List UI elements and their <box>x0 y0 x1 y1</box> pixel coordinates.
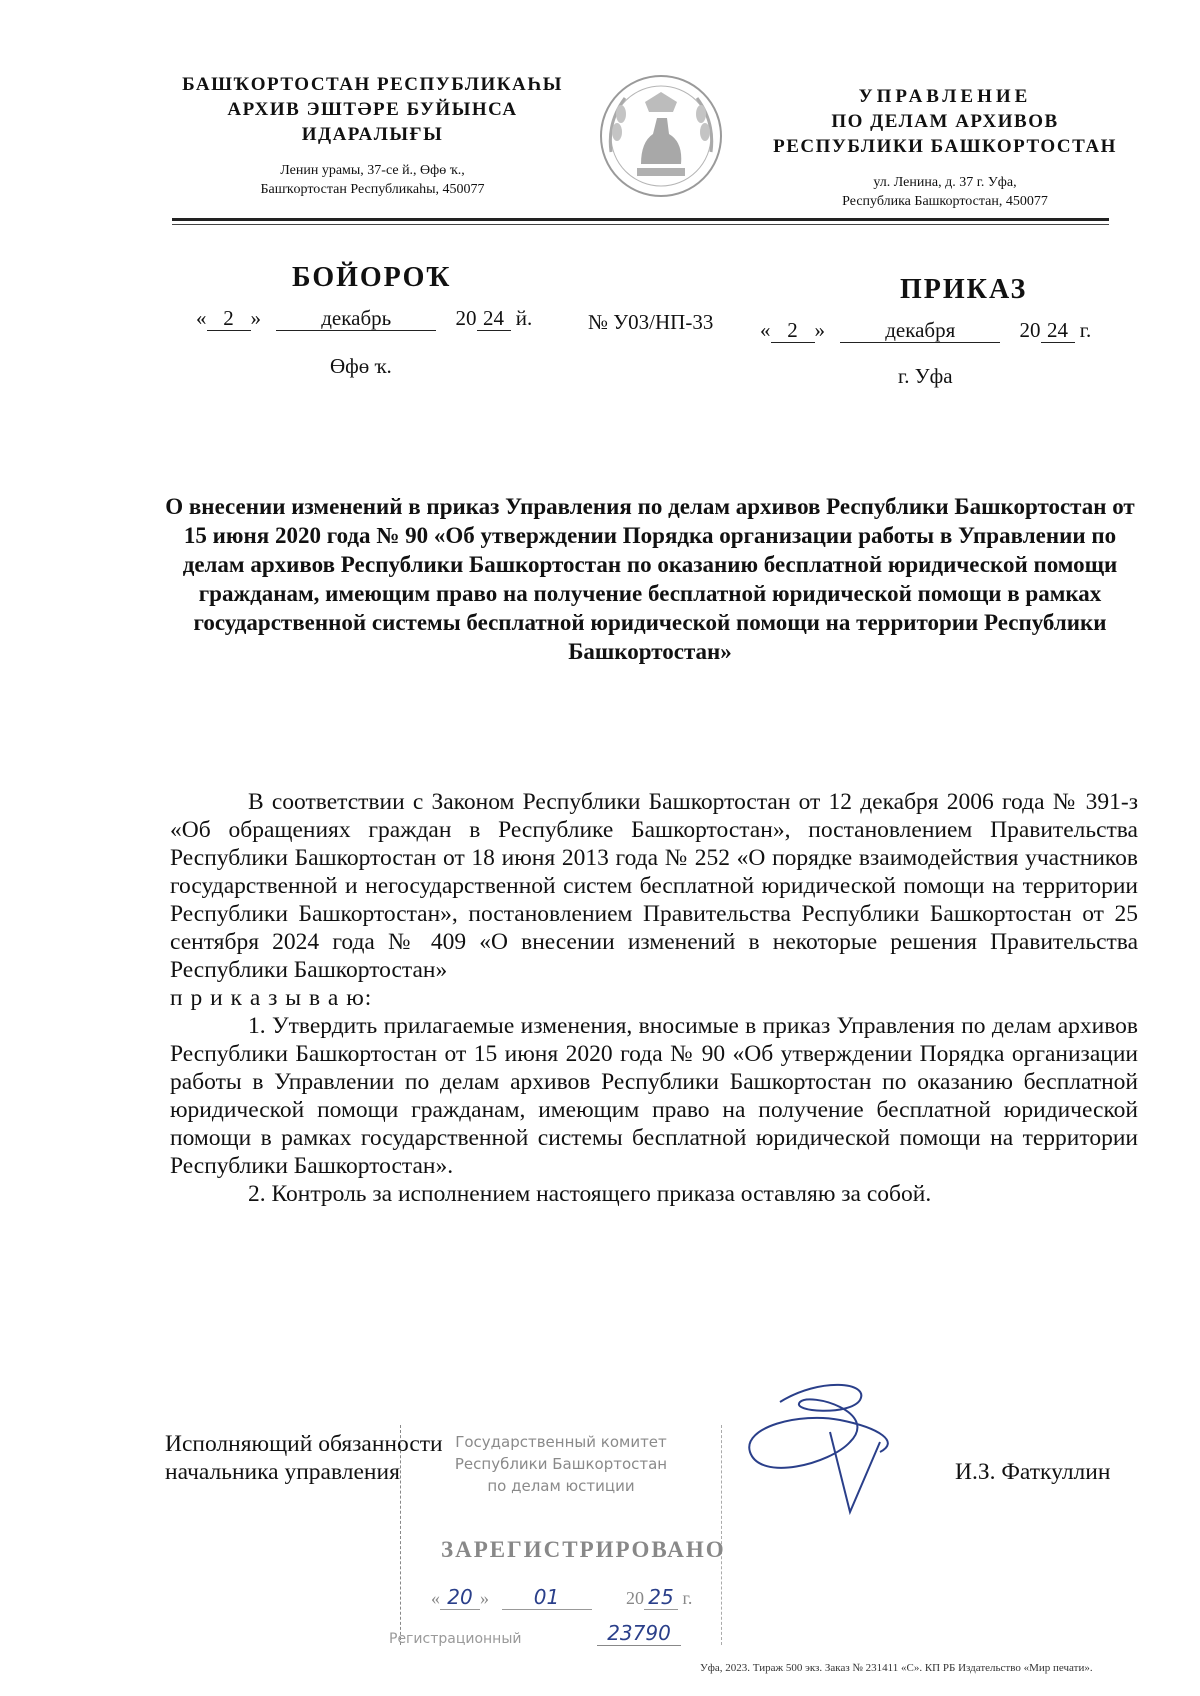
left-date-year: 24 <box>477 306 511 331</box>
left-date-year-suffix: й. <box>515 306 533 330</box>
body-order-word: п р и к а з ы в а ю: <box>170 985 373 1011</box>
coat-of-arms-emblem <box>597 72 725 200</box>
signatory-name: И.З. Фаткуллин <box>955 1459 1111 1485</box>
body-item-1: 1. Утвердить прилагаемые изменения, вносимые в приказ Управления по делам архивов Республики Башкортостан от 15 июня 2020 года № 90 «Об утверждении Порядка организации работы в Управлении по делам архивов Республики Башкортостан по оказанию бесплатной юридической помощи гражданам, имеющим право на получение бесплатной юридической помощи в рамках государственной системы бесплатной юридической помощи на территории Республики Башкортостан». <box>170 1013 1138 1179</box>
right-date-year: 24 <box>1041 318 1075 343</box>
right-date <box>760 318 1091 343</box>
stamp-date <box>431 1585 692 1610</box>
header-left-line2: АРХИВ ЭШТӘРЕ БУЙЫНСА <box>227 99 518 120</box>
stamp-date-year-prefix: 20 <box>626 1588 644 1608</box>
left-city: Өфө ҡ. <box>330 354 392 378</box>
body-paragraph-preamble: В соответствии с Законом Республики Башкортостан от 12 декабря 2006 года № 391-з «Об обращениях граждан в Республике Башкортостан», постановлением Правительства Республики Башкортостан от 18 июня 2013 года № 252 «О порядке взаимодействия участников государственной и негосударственной систем бесплатной юридической помощи на территории Республики Башкортостан», постановлением Правительства Республики Башкортостан от 25 сентября 2024 года № 409 «О внесении изменений в некоторые решения Правительства Республики Башкортостан» <box>170 789 1138 983</box>
order-number: № У03/НП-33 <box>588 310 714 334</box>
registration-stamp <box>389 1425 726 1647</box>
quote-open: « <box>431 1588 440 1608</box>
quote-open: « <box>196 306 207 330</box>
header-left-address1: Ленин урамы, 37-се й., Өфө ҡ., <box>280 163 465 178</box>
stamp-reg-number: 23790 <box>597 1621 681 1646</box>
header-rule-thick <box>172 218 1109 221</box>
document-title: О внесении изменений в приказ Управления по делам архивов Республики Башкортостан от 15 июня 2020 года № 90 «Об утверждении Порядка организации работы в Управлении по делам архивов Республики Башкортостан по оказанию бесплатной юридической помощи гражданам, имеющим право на получение бесплатной юридической помощи в рамках государственной системы бесплатной юридической помощи на территории Республики Башкортостан» <box>165 494 1135 664</box>
stamp-date-year: 25 <box>644 1585 678 1610</box>
header-right-line2: ПО ДЕЛАМ АРХИВОВ <box>831 111 1059 132</box>
left-date-day: 2 <box>207 306 251 331</box>
header-left-line1: БАШҠОРТОСТАН РЕСПУБЛИКАҺЫ <box>182 74 563 95</box>
right-date-month: декабря <box>840 318 1000 343</box>
right-date-year-prefix: 20 <box>1019 318 1041 342</box>
quote-close: » <box>480 1588 489 1608</box>
order-type-russian: ПРИКАЗ <box>900 274 1028 305</box>
header-right-address1: ул. Ленина, д. 37 г. Уфа, <box>873 175 1017 190</box>
stamp-line1: Государственный комитет <box>455 1433 667 1451</box>
header-left <box>160 72 585 199</box>
stamp-registered: ЗАРЕГИСТРИРОВАНО <box>441 1537 726 1562</box>
stamp-date-day: 20 <box>440 1585 480 1610</box>
emblem-icon <box>597 72 725 200</box>
header-right-line1: УПРАВЛЕНИЕ <box>858 86 1032 107</box>
header-right <box>755 84 1135 211</box>
order-type-bashkir: БОЙОРОҠ <box>292 262 452 293</box>
stamp-reg-label: Регистрационный <box>389 1631 522 1647</box>
document-body <box>170 788 1138 1208</box>
right-city: г. Уфа <box>898 364 953 388</box>
quote-open: « <box>760 318 771 342</box>
quote-close: » <box>814 318 825 342</box>
header-right-line3: РЕСПУБЛИКИ БАШКОРТОСТАН <box>773 136 1117 157</box>
left-date-month: декабрь <box>276 306 436 331</box>
quote-close: » <box>250 306 261 330</box>
stamp-line3: по делам юстиции <box>487 1477 635 1495</box>
signatory-position-line1: Исполняющий обязанности <box>165 1431 443 1457</box>
stamp-date-month: 01 <box>502 1585 592 1610</box>
left-date <box>196 306 532 331</box>
body-item-2: 2. Контроль за исполнением настоящего приказа оставляю за собой. <box>248 1181 932 1207</box>
header-right-address2: Республика Башкортостан, 450077 <box>842 194 1048 209</box>
signature-icon <box>730 1372 930 1522</box>
print-imprint: Уфа, 2023. Тираж 500 экз. Заказ № 231411 «С». КП РБ Издательство «Мир печати». <box>700 1662 1093 1674</box>
right-date-year-suffix: г. <box>1079 318 1092 342</box>
left-date-year-prefix: 20 <box>455 306 477 330</box>
header-left-line3: ИДАРАЛЫҒЫ <box>301 124 444 145</box>
stamp-line2: Республики Башкортостан <box>454 1455 668 1473</box>
header-rule-thin <box>172 224 1109 225</box>
right-date-day: 2 <box>771 318 815 343</box>
stamp-date-year-suffix: г. <box>682 1588 693 1608</box>
signatory-position-line2: начальника управления <box>165 1459 400 1485</box>
header-left-address2: Башҡортостан Республикаһы, 450077 <box>260 182 485 197</box>
handwritten-signature <box>730 1372 930 1522</box>
